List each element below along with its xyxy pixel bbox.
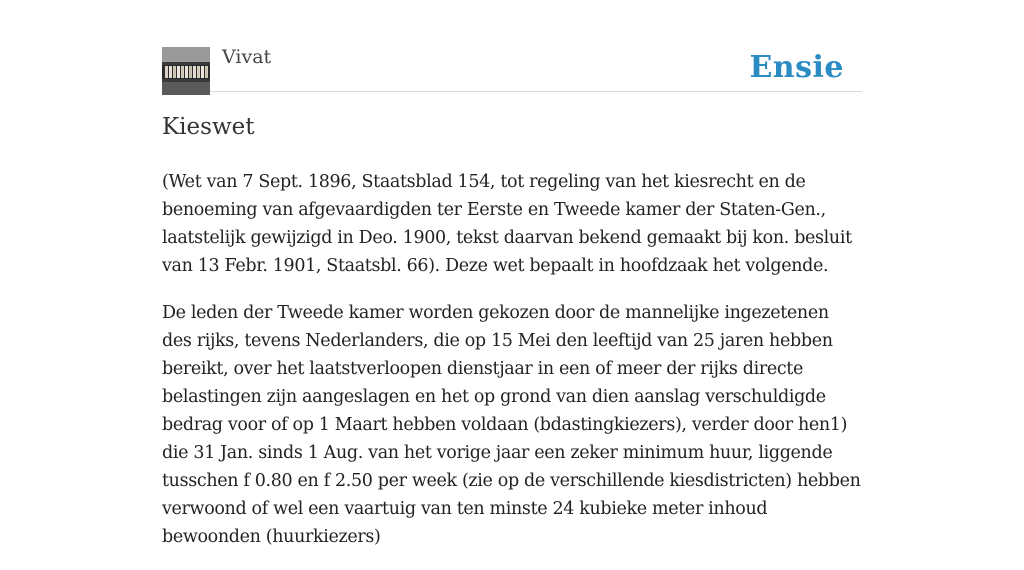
bookshelf-avatar-icon[interactable] xyxy=(162,47,210,95)
author-name[interactable]: Vivat xyxy=(222,46,272,68)
article-body xyxy=(162,168,862,570)
brand-logo[interactable]: Ensie xyxy=(749,50,844,85)
article-page xyxy=(162,0,862,547)
paragraph: De leden der Tweede kamer worden gekozen door de mannelijke ingezetenen des rijks, tevens Nederlanders, die op 15 Mei den leeftijd van 25 jaren hebben bereikt, over het laatstverloopen dienstjaar in een of meer der rijks directe belastingen zijn aangeslagen en het op grond van dien aanslag verschuldigde bedrag voor of op 1 Maart hebben voldaan (bdastingkiezers), verder door hen1) die 31 Jan. sinds 1 Aug. van het vorige jaar een zeker minimum huur, liggende tusschen f 0.80 en f 2.50 per week (zie op de verschillende kiesdistricten) hebben verwoond of wel een vaartuig van ten minste 24 kubieke meter inhoud bewoonden (huurkiezers) xyxy=(162,303,861,547)
page-title: Kieswet xyxy=(162,114,255,140)
paragraph: (Wet van 7 Sept. 1896, Staatsblad 154, tot regeling van het kiesrecht en de benoeming van afgevaardigden ter Eerste en Tweede kamer der Staten-Gen., laatstelijk gewijzigd in Deo. 1900, tekst daarvan bekend gemaakt bij kon. besluit van 13 Febr. 1901, Staatsbl. 66). Deze wet bepaalt in hoofdzaak het volgende. xyxy=(162,172,852,276)
page-header xyxy=(162,0,862,92)
